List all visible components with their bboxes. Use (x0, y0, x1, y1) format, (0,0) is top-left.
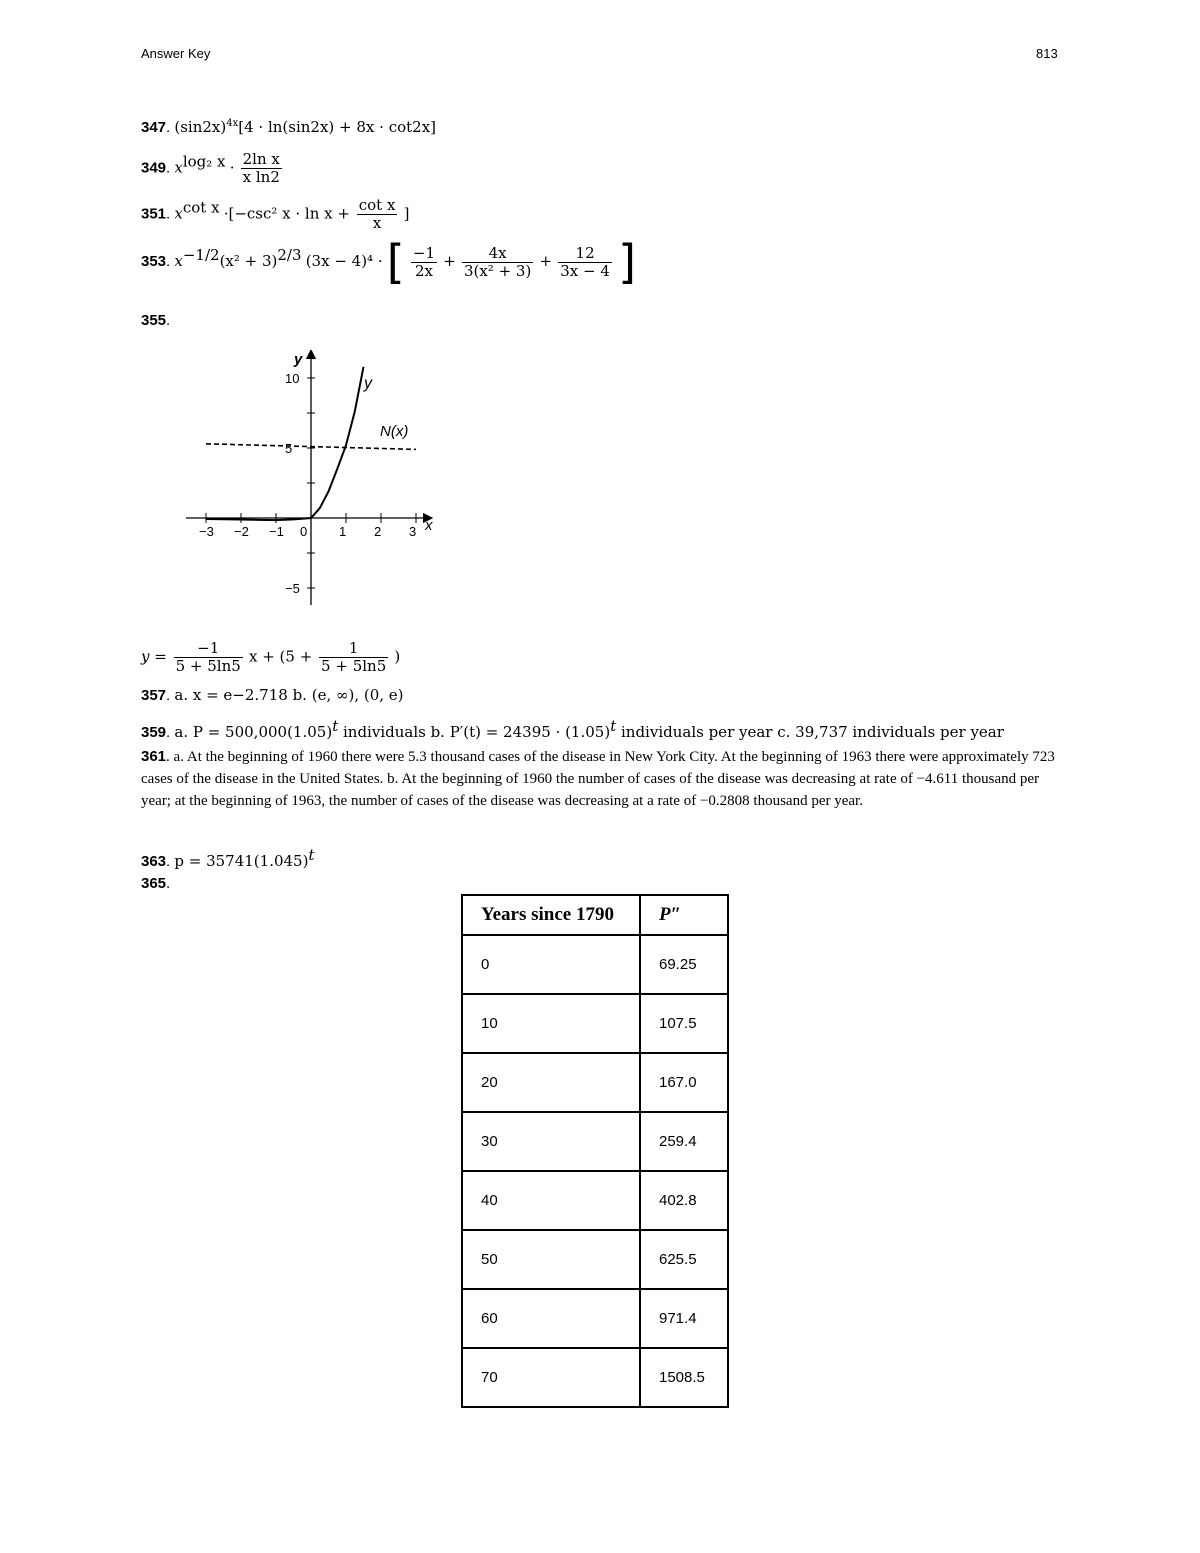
answer-355: 355. (141, 312, 171, 329)
answer-number: 353 (141, 252, 167, 270)
math-exponent: −1/2 (182, 245, 220, 264)
table-header-row (462, 895, 728, 935)
table-cell: 167.0 (640, 1053, 728, 1112)
table-row (462, 1348, 728, 1407)
answer-text: individuals b. P′(t) = 24395 · (1.05) (338, 723, 611, 741)
answer-359: 359. a. $P = 500,000(1.05)^t$ individuals b. $P'(t) = 24395 \cdot (1.05)^t$ individuals per year c. 39,737 individuals per year (141, 717, 1004, 741)
table-cell: 69.25 (640, 935, 728, 994)
table-cell: 70 (462, 1348, 640, 1407)
answer-text: a. At the beginning of 1960 there were 5.3 thousand cases of the disease in New York City. At the beginning of 1963 there were approximately 723 cases of the disease in the United States. b. At the beginning of 1960 the number of cases of the disease was decreasing at rate of −4.611 thousand per year; at the beginning of 1963, the number of cases of the disease was decreasing at a rate of −0.2808 thousand per year. (141, 749, 1055, 809)
math-expression: (x² + 3) (219, 251, 278, 270)
answer-353: 353. $x^{-1/2}(x^2 + 3)^{2/3}$ (3x − 4)⁴ · [ $\frac{-1}{2x}$ + $\frac{4x}{\text{3(x² + 3)}}$ + $\frac{12}{3x - 4}$ ] (141, 235, 637, 289)
table-cell: 259.4 (640, 1112, 728, 1171)
y-tick-label: −5 (285, 581, 300, 596)
y-axis-label: y (294, 351, 303, 368)
answer-357: 357. a. x = e−2.718 b. (e, ∞), (0, e) (141, 686, 404, 704)
math-bracket: ] (618, 235, 637, 289)
math-exponent: t (610, 717, 617, 735)
answer-number: 363 (141, 853, 167, 870)
math-fraction: $\frac{\text{2ln x}}{\text{x ln2}}$ (242, 150, 280, 186)
math-bracket: ] (403, 204, 410, 223)
table-row (462, 994, 728, 1053)
answer-number: 357 (141, 687, 167, 704)
math-bracket: [ (386, 235, 405, 289)
answer-number: 355 (141, 312, 167, 329)
table-cell: 1508.5 (640, 1348, 728, 1407)
table-cell: 10 (462, 994, 640, 1053)
math-exponent: cot x (182, 198, 220, 217)
table-row (462, 1171, 728, 1230)
math-base: x (174, 204, 183, 223)
answer-363: 363. $p = 35741(1.045)^t$ (141, 846, 315, 870)
answer-349: 349. $x^{log_2 x}$ · $\frac{\text{2ln x}}{\text{x ln2}}$ (141, 150, 280, 186)
answer-number: 347 (141, 119, 167, 136)
answer-number: 365 (141, 875, 167, 892)
page-number: 813 (1036, 46, 1058, 61)
math-expression: $(\sin 2x)^{4x}[4 \cdot \ln(\sin 2x) + 8x \cdot \cot 2x]$ (174, 118, 437, 136)
table-cell: 60 (462, 1289, 640, 1348)
table-row (462, 1112, 728, 1171)
answer-number: 349 (141, 159, 167, 177)
curve-label: y (364, 375, 372, 392)
population-rate-table (461, 894, 729, 1408)
math-fraction: $\frac{4x}{\text{3(x² + 3)}}$ (463, 243, 532, 280)
answer-number: 359 (141, 724, 167, 741)
answer-351: 351. $x^{cot x} \cdot[-\csc^2$ x · ln x + $\frac{\text{cot x}}{x}$ ] (141, 196, 410, 232)
table-row (462, 935, 728, 994)
answer-365: 365. (141, 875, 171, 892)
math-base: x (174, 251, 183, 270)
asymptote-label: N(x) (380, 423, 409, 440)
y-tick-label: 10 (285, 371, 300, 386)
math-exponent: t (332, 717, 339, 735)
x-axis-label: x (425, 517, 433, 534)
x-tick-label: 1 (339, 524, 347, 539)
tangent-line-equation (141, 640, 400, 675)
x-tick-label: −3 (199, 524, 214, 539)
math-fraction: $\frac{-1}{2x}$ (412, 243, 436, 280)
answer-number: 351 (141, 205, 167, 223)
table-cell: 30 (462, 1112, 640, 1171)
math-expression: ·[−csc² x · ln x + (223, 204, 355, 223)
table-cell: 50 (462, 1230, 640, 1289)
math-fraction: $\frac{1}{5 + 5\ln 5}$ (321, 639, 387, 675)
column-header: P″ (640, 895, 728, 935)
table-cell: 20 (462, 1053, 640, 1112)
math-fraction: $\frac{-1}{5 + 5\ln 5}$ (175, 639, 241, 675)
table-row (462, 1289, 728, 1348)
answer-text: individuals per year c. 39,737 individuals per year (616, 723, 1004, 741)
answer-347: 347. $(\sin 2x)^{4x}[4 \cdot \ln(\sin 2x) + 8x \cdot \cot 2x]$ (141, 118, 437, 136)
x-tick-label: 0 (300, 524, 308, 539)
math-lhs: y = (141, 647, 172, 666)
math-bracket: ) (394, 647, 401, 666)
table-cell: 0 (462, 935, 640, 994)
table-cell: 625.5 (640, 1230, 728, 1289)
function-graph (178, 350, 448, 615)
graph-axes (186, 354, 428, 605)
answer-text: a. P = 500,000(1.05) (174, 723, 333, 741)
math-exponent: log₂ x (182, 152, 226, 171)
math-dot: · (229, 158, 235, 177)
math-base: x (174, 158, 183, 177)
table-cell: 40 (462, 1171, 640, 1230)
table-cell: 402.8 (640, 1171, 728, 1230)
math-exponent: t (308, 846, 315, 864)
math-fraction: $\frac{\text{cot x}}{x}$ (358, 196, 396, 232)
table-row (462, 1230, 728, 1289)
math-expression: x + (5 + (248, 647, 318, 666)
answer-text: a. x = e−2.718 b. (e, ∞), (0, e) (174, 686, 404, 704)
table-cell: 971.4 (640, 1289, 728, 1348)
graph-ticks (199, 371, 416, 615)
y-tick-label: 5 (285, 441, 293, 456)
math-expression: (3x − 4)⁴ · (305, 251, 383, 270)
math-exponent: 2/3 (277, 245, 302, 264)
x-tick-label: −1 (269, 524, 284, 539)
table-row (462, 1053, 728, 1112)
running-header: Answer Key (141, 46, 211, 61)
table-cell: 107.5 (640, 994, 728, 1053)
answer-number: 361 (141, 748, 167, 765)
x-tick-label: −2 (234, 524, 249, 539)
answer-text: p = 35741(1.045) (174, 852, 309, 870)
answer-361: 361. a. At the beginning of 1960 there were 5.3 thousand cases of the disease in New York City. At the beginning of 1963 there were approximately 723 cases of the disease in the United States. b. At the beginning of 1960 the number of cases of the disease was decreasing at rate of −4.611 thousand per year; at the beginning of 1963, the number of cases of the disease was decreasing at a rate of −0.2808 thousand per year. (141, 748, 1055, 809)
x-tick-label: 2 (374, 524, 382, 539)
math-fraction: $\frac{12}{3x - 4}$ (560, 243, 610, 280)
column-header: Years since 1790 (462, 895, 640, 935)
x-tick-label: 3 (409, 524, 417, 539)
